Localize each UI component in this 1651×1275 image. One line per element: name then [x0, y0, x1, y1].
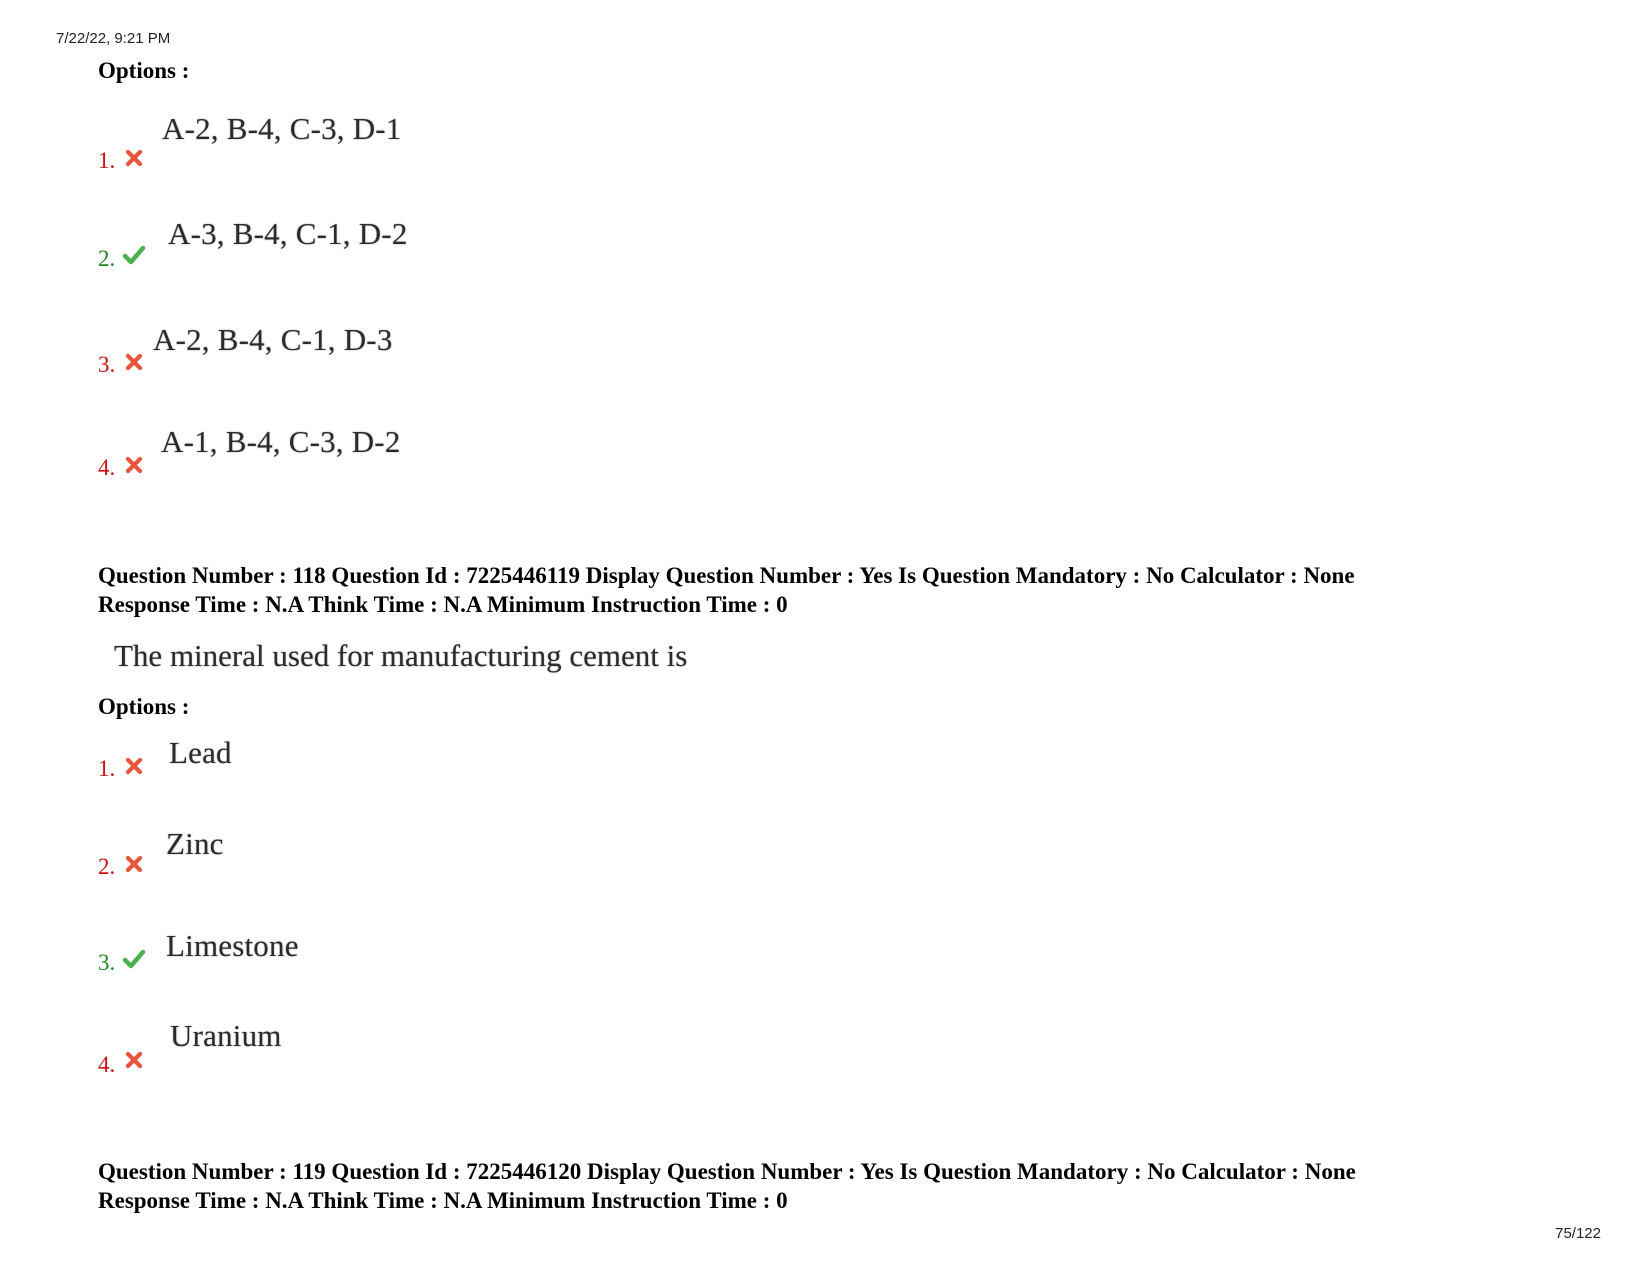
option-text: A-1, B-4, C-3, D-2 [161, 424, 401, 459]
question-meta-line-1: Question Number : 118 Question Id : 7225446119 Display Question Number : Yes Is Question Mandatory : No Calculator : None [98, 563, 1355, 588]
cross-icon [124, 756, 144, 776]
option-text: A-2, B-4, C-3, D-1 [162, 111, 402, 146]
question-meta-line-2: Response Time : N.A Think Time : N.A Minimum Instruction Time : 0 [98, 1188, 788, 1213]
print-date: 7/22/22, 9:21 PM [56, 30, 171, 47]
option-number: 3. [98, 352, 116, 377]
option-number: 2. [98, 854, 116, 879]
option-number: 1. [98, 756, 116, 781]
cross-icon [124, 148, 144, 168]
option-text: Zinc [166, 826, 224, 861]
cross-icon [124, 1050, 144, 1070]
cross-icon [124, 455, 144, 475]
option-text: A-2, B-4, C-1, D-3 [153, 322, 393, 357]
options-label: Options : [98, 58, 190, 83]
option-text: A-3, B-4, C-1, D-2 [168, 216, 408, 251]
question-meta-line-1: Question Number : 119 Question Id : 7225446120 Display Question Number : Yes Is Question Mandatory : No Calculator : None [98, 1159, 1356, 1184]
question-text: The mineral used for manufacturing cement is [114, 638, 688, 673]
option-number: 1. [98, 148, 116, 173]
option-number: 4. [98, 1052, 116, 1077]
option-text: Lead [169, 735, 232, 770]
check-icon [122, 244, 146, 266]
cross-icon [124, 352, 144, 372]
page-number: 75/122 [1555, 1225, 1601, 1242]
option-text: Uranium [170, 1018, 282, 1053]
option-number: 3. [98, 950, 116, 975]
cross-icon [124, 854, 144, 874]
options-label: Options : [98, 694, 190, 719]
option-text: Limestone [166, 928, 299, 963]
option-number: 2. [98, 246, 116, 271]
question-meta-line-2: Response Time : N.A Think Time : N.A Minimum Instruction Time : 0 [98, 592, 788, 617]
check-icon [122, 948, 146, 970]
option-number: 4. [98, 455, 116, 480]
